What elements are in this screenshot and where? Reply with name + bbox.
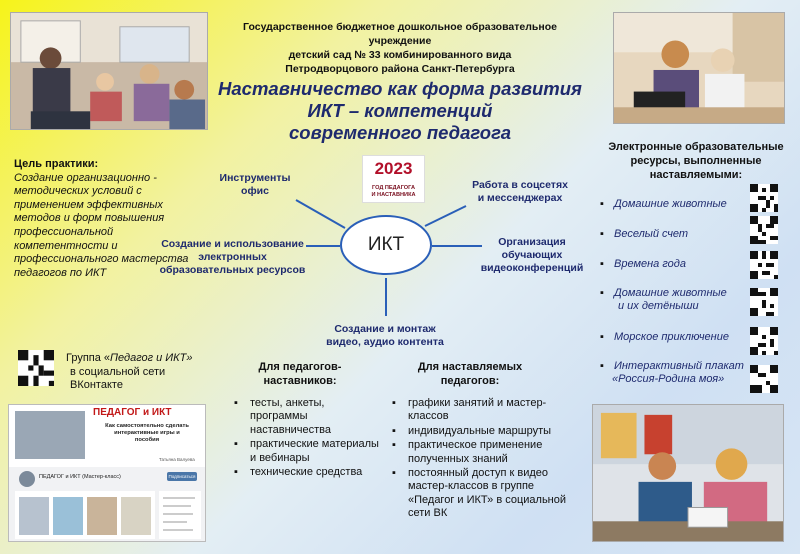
vk-banner-sub-1: Как самостоятельно сделать [105,423,189,429]
list-item: ▪ графики занятий и мастер-классов [392,397,577,424]
resources-heading-1: Электронные образовательные [608,141,784,153]
qr-code-icon[interactable] [750,216,778,244]
list-item: ▪ индивидуальные маршруты [392,425,577,438]
org-line-3: Петродворцового района Санкт-Петербурга [285,63,515,75]
resources-heading-2: ресурсы, выполненные [630,155,762,167]
vk-side-menu [159,491,201,539]
title-line-2: ИКТ – компетенций [307,100,493,121]
vk-banner-laptop [15,411,85,459]
resource-item-cont[interactable]: «Россия-Родина моя» [612,373,725,385]
spoke-line-office [296,200,345,228]
title-line-3: современного педагога [289,122,511,143]
qr-code-icon[interactable] [18,350,54,386]
mentees-heading [405,361,535,388]
qr-code-icon[interactable] [750,251,778,279]
vk-group-info [66,352,216,393]
photo-mentors-computer [592,404,784,542]
vk-menu-line [163,497,195,499]
title-line-1: Наставничество как форма развития [218,78,582,99]
vk-thumb [53,497,83,535]
avatar [19,471,35,487]
ikt-center: ИКТ [340,215,432,275]
spoke-social-line-2: и мессенджерах [477,192,563,204]
spoke-social [455,179,585,205]
qr-code-icon[interactable] [750,365,778,393]
list-item: ▪ тесты, анкеты, программы наставничества [234,397,384,437]
spoke-video-line-1: Организация [498,236,566,248]
vk-group-line-2: в социальной сети [70,365,166,378]
mentors-heading [240,361,360,388]
spoke-edu-resources [150,238,315,277]
mentors-heading-2: наставников: [263,374,337,387]
spoke-video-conf [472,236,592,275]
logo-caption [363,185,424,199]
organization-name [215,20,585,76]
resources-list [600,188,760,398]
goal-heading: Цель практики: [14,158,99,170]
spoke-video-line-3: видеоконференций [480,262,584,274]
mentees-heading-2: педагогов: [440,374,500,387]
vk-banner-title: ПЕДАГОГ и ИКТ [93,407,172,418]
list-item: ▪ практические материалы и вебинары [234,438,384,465]
spoke-line-social [425,206,466,226]
vk-group-screenshot[interactable] [8,404,206,542]
resource-item[interactable]: ▪ Веселый счет [600,228,688,241]
vk-banner-sub [89,423,205,444]
vk-menu-line [163,513,193,515]
list-item: ▪ технические средства [234,466,384,479]
mentees-heading-1: Для наставляемых [417,361,523,373]
vk-menu-line [163,529,193,531]
vk-menu-line [163,521,187,523]
vk-thumb [121,497,151,535]
photo-seminar [10,12,208,130]
vk-group-line-3: ВКонтакте [70,379,123,392]
qr-code-icon[interactable] [750,327,778,355]
vk-group-name: ПЕДАГОГ и ИКТ (Мастер-класс) [39,474,121,480]
join-button[interactable]: Подписаться [168,474,196,479]
vk-thumb [19,497,49,535]
vk-banner-sub-2: интерактивные игры и [114,430,180,436]
mentors-list [234,397,384,480]
year-logo [362,155,425,203]
qr-code-icon[interactable] [750,288,778,316]
vk-banner-author: Татьяна Валуева [159,457,195,462]
spoke-video-line-2: обучающих [501,249,563,261]
vk-group-title: Педагог и ИКТ» [110,352,193,364]
goal-text: Создание организационно - методических условий с применением эффективных методов и форм повышения профессиональной компетентности и профессионального мастерства педагогов по ИКТ [14,171,189,279]
spoke-social-line-1: Работа в соцсетях [472,179,568,191]
spoke-office-line-1: Инструменты [219,172,291,184]
page-title [200,78,600,144]
spoke-edu-line-3: образовательных ресурсов [159,264,306,276]
org-line-1: Государственное бюджетное дошкольное образовательное учреждение [243,21,557,47]
resource-item[interactable]: ▪ Морское приключение [600,331,729,344]
spoke-montage-line-2: видео, аудио контента [326,336,444,348]
qr-code-icon[interactable] [750,184,778,212]
vk-menu-line [163,505,191,507]
org-line-2: детский сад № 33 комбинированного вида [288,49,512,61]
logo-year: 2023 [374,159,413,178]
photo-mentors-laptop [613,12,785,124]
vk-group-prefix: Группа « [66,352,111,364]
spoke-montage [310,323,460,349]
resource-item[interactable]: ▪ Времена года [600,258,686,271]
resource-item[interactable]: ▪ Домашние животные [600,287,727,300]
resources-heading-3: наставляемыми: [649,169,743,181]
vk-banner [9,405,206,467]
vk-group-line-1 [66,352,216,366]
spoke-office [205,172,305,198]
spoke-edu-line-2: электронных [198,251,267,263]
spoke-edu-line-1: Создание и использование [161,238,304,250]
spoke-montage-line-1: Создание и монтаж [334,323,436,335]
vk-content-area [15,491,155,539]
resource-item-cont[interactable]: и их детёныши [618,300,699,312]
vk-thumb [87,497,117,535]
list-item: ▪ постоянный доступ к видео мастер-классов в группе «Педагог и ИКТ» в социальной сети ВК [392,467,577,521]
spoke-office-line-2: офис [241,185,269,197]
vk-banner-sub-3: пособия [134,437,160,443]
logo-caption-1: ГОД ПЕДАГОГА [372,185,415,191]
list-item: ▪ практическое применение полученных знаний [392,439,577,466]
mentees-list [392,397,577,522]
mentors-heading-1: Для педагогов- [258,361,342,373]
resource-item[interactable]: ▪ Домашние животные [600,198,727,211]
logo-caption-2: И НАСТАВНИКА [371,192,416,198]
resources-heading [596,140,796,182]
resource-item[interactable]: ▪ Интерактивный плакат [600,360,744,373]
